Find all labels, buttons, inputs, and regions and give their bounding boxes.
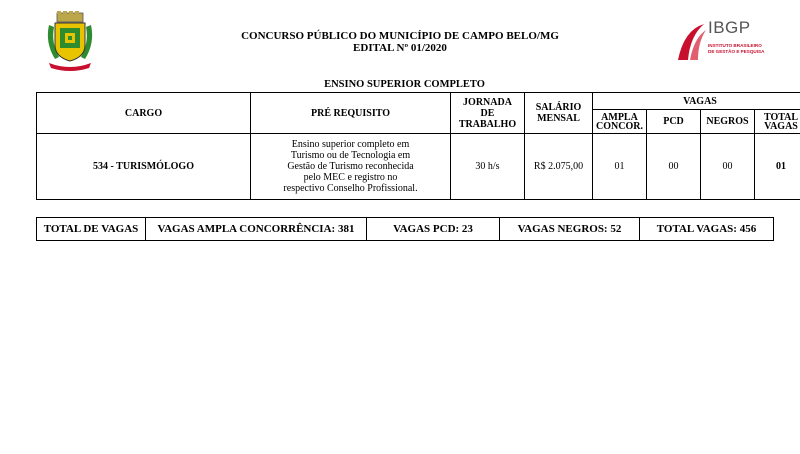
- header-total: TOTAL VAGAS: [755, 110, 800, 134]
- header-pcd: PCD: [647, 110, 701, 134]
- cell-cargo: 534 - TURISMÓLOGO: [37, 134, 251, 200]
- totals-label: TOTAL DE VAGAS: [37, 218, 146, 241]
- ibgp-logo-subtitle: INSTITUTO BRASILEIRO DE GESTÃO E PESQUISA: [708, 43, 765, 54]
- header-negros: NEGROS: [701, 110, 755, 134]
- header-cargo: CARGO: [37, 93, 251, 134]
- header-requisito: PRÉ REQUISITO: [251, 93, 451, 134]
- totals-total: TOTAL VAGAS: 456: [640, 218, 774, 241]
- edital-number: EDITAL Nº 01/2020: [353, 42, 447, 54]
- totals-pcd: VAGAS PCD: 23: [367, 218, 500, 241]
- totals-ampla: VAGAS AMPLA CONCORRÊNCIA: 381: [146, 218, 367, 241]
- header-vagas: VAGAS: [593, 93, 800, 110]
- cell-total: 01: [755, 134, 800, 200]
- totals-negros: VAGAS NEGROS: 52: [500, 218, 640, 241]
- cell-negros: 00: [701, 134, 755, 200]
- header-salario: SALÁRIO MENSAL: [525, 93, 593, 134]
- cell-ampla: 01: [593, 134, 647, 200]
- ibgp-logo-name: IBGP: [708, 18, 751, 37]
- positions-table: [36, 92, 800, 200]
- totals-table: [36, 217, 774, 241]
- cell-pcd: 00: [647, 134, 701, 200]
- header-jornada: JORNADA DE TRABALHO: [451, 93, 525, 134]
- cell-jornada: 30 h/s: [451, 134, 525, 200]
- cell-salario: R$ 2.075,00: [525, 134, 593, 200]
- header-ampla: AMPLA CONCOR.: [593, 110, 647, 134]
- header-title: CONCURSO PÚBLICO DO MUNICÍPIO DE CAMPO BELO/MG: [241, 30, 559, 42]
- section-title: ENSINO SUPERIOR COMPLETO: [324, 79, 485, 90]
- municipal-crest-icon: [43, 11, 97, 73]
- table-row: [37, 134, 800, 200]
- cell-requisito: Ensino superior completo em Turismo ou de Tecnologia em Gestão de Turismo reconhecida pelo MEC e registro no respectivo Conselho Profissional.: [251, 134, 451, 200]
